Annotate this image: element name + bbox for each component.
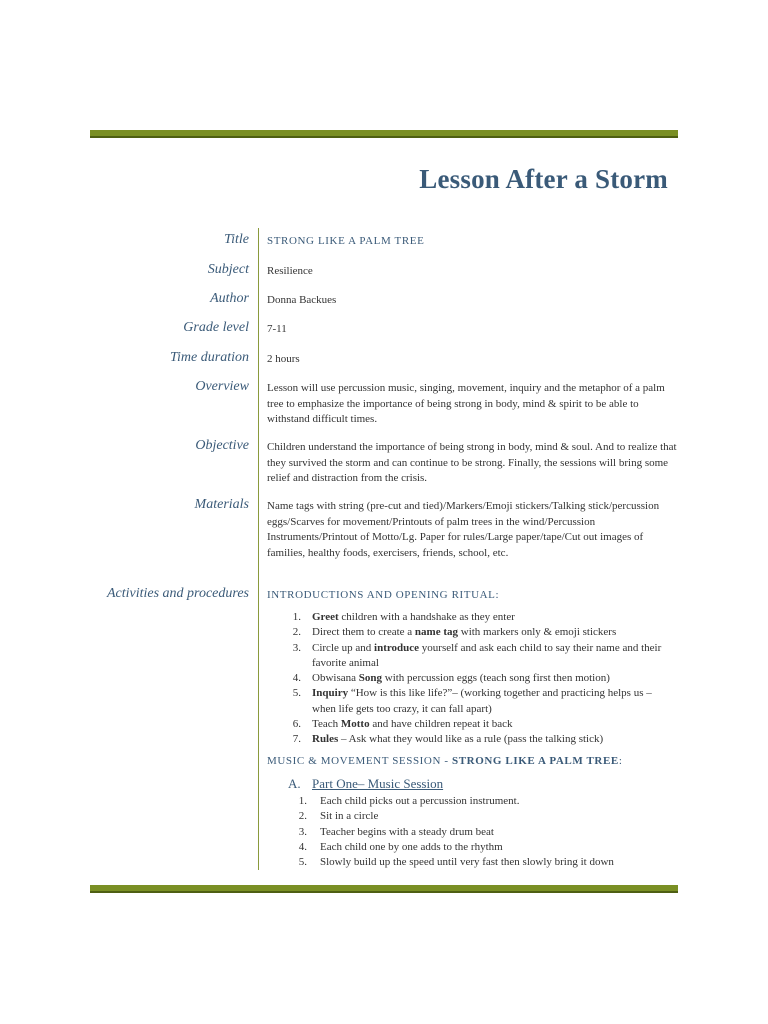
list-item-text: Teacher begins with a steady drum beat [320,825,494,838]
list-item [267,610,677,625]
list-item [267,840,677,855]
part-one-title: Part One– Music Session [312,776,444,791]
list-item-text-after: – Ask what they would like as a rule (pass the talking stick) [338,733,604,746]
list-item-text [312,686,677,717]
introductions-heading: INTRODUCTIONS AND OPENING RITUAL: [267,589,500,601]
list-item-number: 5. [298,856,307,869]
list-item [267,855,677,870]
list-item-keyword: Motto [340,718,370,731]
time-duration-label: Time duration [170,350,249,365]
objective-value: Children understand the importance of being strong in body, mind & soul. And to realize that they survived the storm and can continue to be strong. Finally, the sessions will bring some relief and distraction from the crisis. [267,441,677,484]
list-item-number: 6. [292,718,301,731]
list-item-text-after: and have children repeat it back [369,718,513,731]
list-item-number: 2. [292,626,301,639]
activities-label: Activities and procedures [106,586,249,601]
list-item-text-before: Direct them to create a [312,626,415,639]
top-decorative-rule [90,130,678,138]
subject-label: Subject [207,262,249,277]
author-label: Author [210,291,249,306]
list-item-text-before: Teach [312,718,341,731]
list-item-keyword: Inquiry [312,687,349,700]
list-item-text-after: children with a handshake as they enter [338,611,515,623]
grade-level-value: 7-11 [267,323,287,335]
document-title: Lesson After a Storm [419,164,668,194]
list-item-number: 1. [298,795,307,807]
music-session-heading-prefix: MUSIC & MOVEMENT SESSION - [267,755,452,767]
list-item-text: Each child one by one adds to the rhythm [320,840,503,853]
list-item-number: 7. [292,733,301,746]
list-item-keyword: Song [358,672,382,685]
music-session-heading [267,754,677,770]
list-item-number: 4. [292,672,301,685]
list-item-text: Sit in a circle [320,810,379,823]
music-session-heading-suffix: : [618,755,623,767]
time-duration-value: 2 hours [267,353,300,365]
list-item [267,625,677,640]
introductions-list [267,610,677,748]
music-session-heading-title: STRONG LIKE A PALM TREE [452,755,619,767]
part-one-list [267,794,677,870]
list-item [267,825,677,840]
list-item-number: 4. [298,840,307,853]
list-item-text-before: Obwisana [312,672,359,685]
list-item-number: 5. [292,687,301,700]
list-item-text-after: with markers only & emoji stickers [458,626,617,639]
list-item-text: Each child picks out a percussion instrument. [320,795,520,807]
subject-value: Resilience [267,265,313,277]
list-item-number: 2. [298,810,307,823]
list-item-text-after: “How is this like life?”– (working together and practicing helps us – when life gets too crazy, it can fall apart) [312,687,652,715]
author-value: Donna Backues [267,294,337,306]
overview-label: Overview [195,379,249,394]
list-item-text [312,641,677,672]
objective-label: Objective [195,438,249,453]
list-item [267,794,677,809]
part-one-letter: A. [288,776,301,791]
bottom-decorative-rule [90,885,678,893]
list-item-text-after: yourself and ask each child to say their name and their favorite animal [312,641,662,669]
list-item-text [312,610,677,625]
grade-level-label: Grade level [183,320,249,335]
list-item [267,717,677,732]
list-item-number: 1. [292,611,301,623]
list-item-keyword: name tag [414,626,458,639]
list-item-text [312,717,677,732]
part-one-heading [288,776,443,792]
list-item [267,809,677,824]
list-item-text: Slowly build up the speed until very fast then slowly bring it down [320,856,614,869]
materials-label: Materials [194,497,249,512]
list-item-keyword: Rules [312,733,339,746]
list-item-text [312,732,677,747]
list-item-text-before: Circle up and [312,641,375,654]
list-item-text-after: with percussion eggs (teach song first then motion) [382,672,610,685]
list-item-keyword: introduce [374,641,420,654]
list-item [267,671,677,686]
list-item-keyword: Greet [312,611,339,623]
list-item-number: 3. [298,825,307,838]
list-item-number: 3. [292,641,301,654]
column-divider [258,228,259,870]
list-item [267,732,677,747]
title-value: STRONG LIKE A PALM TREE [267,235,425,247]
list-item-text [312,671,677,686]
overview-value: Lesson will use percussion music, singing, movement, inquiry and the metaphor of a palm tree to emphasize the importance of being strong in body, mind & spirit to be able to withstand difficult times. [267,382,665,425]
title-label: Title [224,232,249,247]
list-item [267,686,677,717]
materials-value: Name tags with string (pre-cut and tied)/Markers/Emoji stickers/Talking stick/percussion eggs/Scarves for movement/Printouts of palm trees in the wind/Percussion Instruments/Printout of Motto/Lg. Paper for rules/Large paper/tape/Cut out images of families, healthy foods, exercisers, friends, school, etc. [267,500,660,559]
list-item-text [312,625,677,640]
list-item [267,641,677,672]
